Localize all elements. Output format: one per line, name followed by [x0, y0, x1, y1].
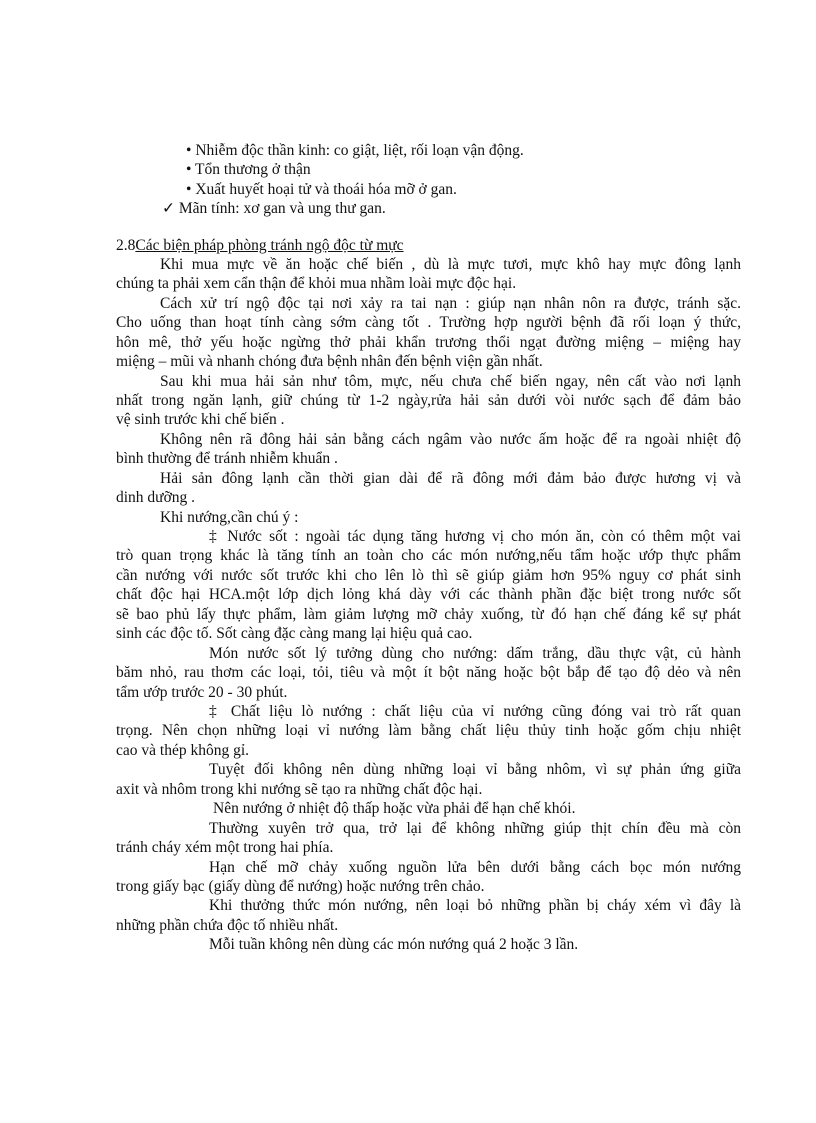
text-line: tránh cháy xém một trong hai phía. [116, 839, 334, 856]
checkmark-text: Mãn tính: xơ gan và ung thư gan. [178, 200, 386, 217]
text-line: miệng – mũi và nhanh chóng đưa bệnh nhân đến bệnh viện gần nhất. [116, 353, 543, 370]
text-line: Khi mua mực về ăn hoặc chế biến , dù là mực tươi, mực khô hay mực đông lạnh [160, 256, 741, 273]
text-line: tẩm ướp trước 20 - 30 phút. [116, 684, 288, 701]
bullet-marker: • [186, 142, 192, 159]
text-line: Cách xử trí ngộ độc tại nơi xảy ra tai nạn : giúp nạn nhân nôn ra được, tránh sặc. [160, 295, 741, 312]
text-line: trọng. Nên chọn những loại vỉ nướng làm bằng chất liệu thủy tinh hoặc gốm chịu nhiệt [116, 722, 741, 739]
text-line: Sau khi mua hải sản như tôm, mực, nếu chưa chế biến ngay, nên cất vào nơi lạnh [160, 373, 741, 390]
bullet-item [186, 142, 524, 160]
checkmark-item [162, 200, 386, 218]
text-line: trò quan trọng khác là tăng tính an toàn cho các món nướng,nếu tẩm hoặc ướp thực phẩm [116, 547, 741, 564]
text-line: Hạn chế mỡ chảy xuống nguồn lửa bên dưới bằng cách bọc món nướng [209, 859, 741, 876]
text-line: cần nướng với nước sốt trước khi cho lên lò thì sẽ giúp giảm hơn 95% nguy cơ phát sinh [116, 567, 741, 584]
text-line: chất độc hại HCA.một lớp dịch lỏng khá dày với các thành phần đặc biệt trong nước sốt [116, 586, 741, 603]
text-line: nhất trong ngăn lạnh, giữ chúng từ 1-2 ngày,rửa hải sản dưới vòi nước sạch để đảm bảo [116, 392, 741, 409]
text-line: băm nhỏ, rau thơm các loại, tỏi, tiêu và một ít bột năng hoặc bột bắp để tạo độ dẻo và nên [116, 664, 741, 681]
text-line: ‡ Chất liệu lò nướng : chất liệu của vỉ nướng cũng đóng vai trò rất quan [209, 703, 741, 720]
section-heading [116, 237, 404, 255]
text-line: sinh các độc tố. Sốt càng đặc càng mang lại hiệu quả cao. [116, 625, 473, 642]
bullet-item [186, 161, 311, 179]
text-line: Nên nướng ở nhiệt độ thấp hoặc vừa phải để hạn chế khói. [213, 800, 576, 817]
bullet-marker: • [186, 161, 192, 178]
bullet-item [186, 181, 457, 199]
text-line: Không nên rã đông hải sản bằng cách ngâm vào nước ấm hoặc để ra ngoài nhiệt độ [160, 431, 741, 448]
text-line: những phần chứa độc tố nhiều nhất. [116, 917, 339, 934]
text-line: vệ sinh trước khi chế biến . [116, 411, 285, 428]
text-line: trong giấy bạc (giấy dùng để nướng) hoặc nướng trên chảo. [116, 878, 485, 895]
text-line: Thường xuyên trở qua, trở lại để không những giúp thịt chín đều mà còn [209, 820, 741, 837]
text-line: Hải sản đông lạnh cần thời gian dài để rã đông mới đảm bảo được hương vị và [160, 470, 741, 487]
text-line: Cho uống than hoạt tính càng sớm càng tốt . Trường hợp người bệnh đã rối loạn ý thức, [116, 314, 741, 331]
bullet-text: Nhiễm độc thần kinh: co giật, liệt, rối loạn vận động. [195, 142, 524, 159]
bullet-marker: • [186, 181, 192, 198]
text-line: Tuyệt đối không nên dùng những loại vỉ bằng nhôm, vì sự phản ứng giữa [209, 761, 741, 778]
check-icon: ✓ [162, 200, 175, 217]
text-line: Món nước sốt lý tưởng dùng cho nướng: dấm trắng, dầu thực vật, củ hành [209, 645, 741, 662]
text-line: chúng ta phải xem cẩn thận để khỏi mua nhầm loài mực độc hại. [116, 275, 517, 292]
section-title: Các biện pháp phòng tránh ngộ độc từ mực [135, 237, 404, 254]
text-line: Khi thưởng thức món nướng, nên loại bỏ những phần bị cháy xém vì đây là [209, 897, 741, 914]
bullet-text: Xuất huyết hoại tử và thoái hóa mỡ ở gan. [195, 181, 457, 198]
section-number: 2.8 [116, 237, 136, 254]
text-line: dinh dưỡng . [116, 489, 196, 506]
text-line: Khi nướng,cần chú ý : [160, 509, 299, 526]
text-line: Mỗi tuần không nên dùng các món nướng quá 2 hoặc 3 lần. [209, 936, 579, 953]
text-line: bình thường để tránh nhiễm khuẩn . [116, 450, 338, 467]
text-line: hôn mê, thở yếu hoặc ngừng thở phải khẩn trương thổi ngạt đường miệng – miệng hay [116, 334, 741, 351]
text-line: sẽ bao phủ lấy thực phẩm, làm giảm lượng mỡ chảy xuống, từ đó hạn chế đáng kể sự phát [116, 606, 741, 623]
text-line: cao và thép không gỉ. [116, 742, 250, 759]
text-line: ‡ Nước sốt : ngoài tác dụng tăng hương vị cho món ăn, còn có thêm một vai [209, 528, 741, 545]
bullet-text: Tổn thương ở thận [195, 161, 311, 178]
text-line: axit và nhôm trong khi nướng sẽ tạo ra những chất độc hại. [116, 781, 483, 798]
